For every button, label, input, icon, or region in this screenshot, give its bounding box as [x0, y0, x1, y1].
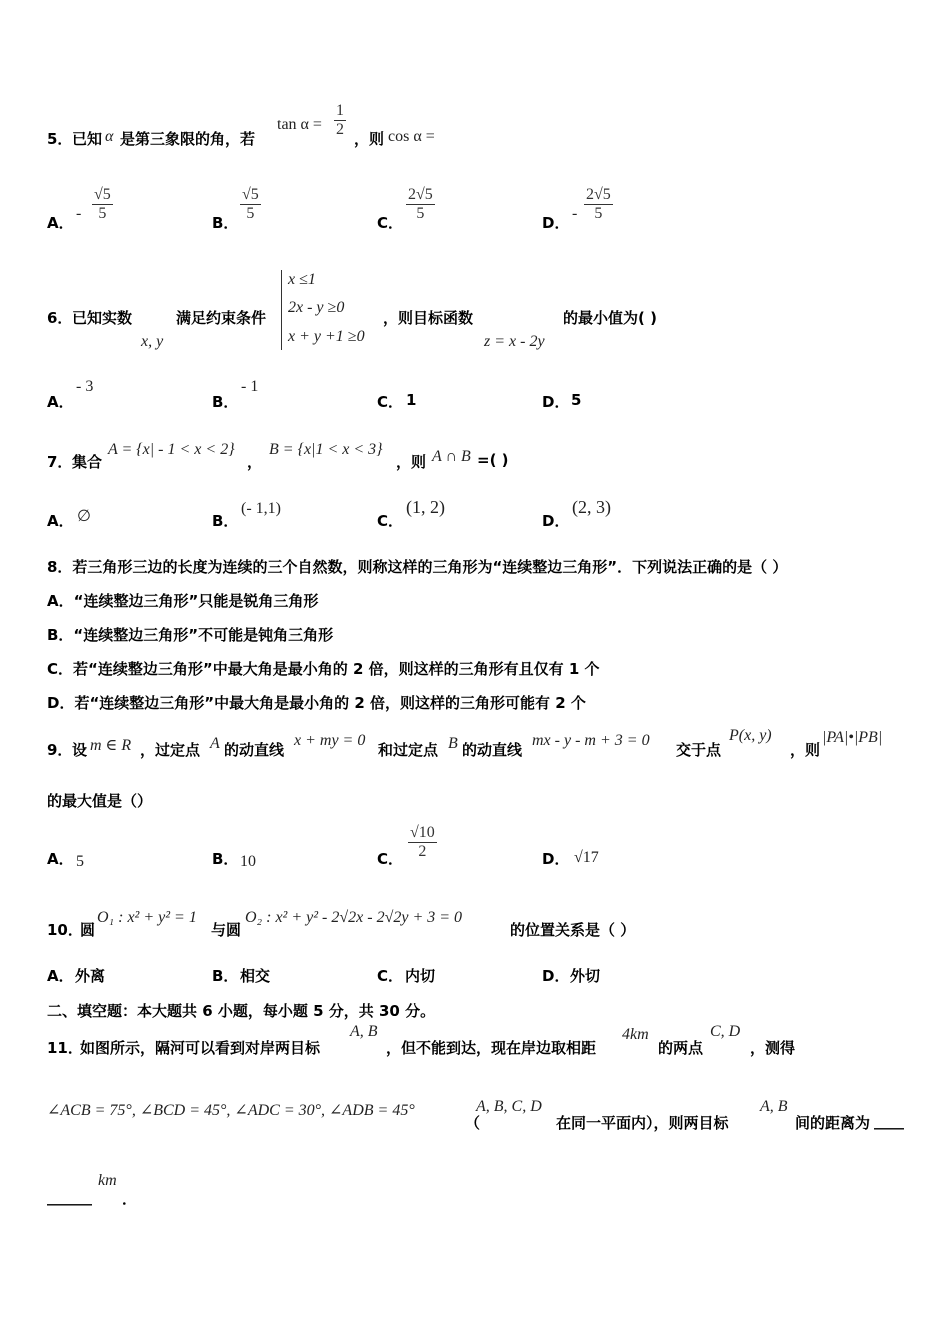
q9-point-a: A	[210, 735, 220, 752]
frac-den: 5	[246, 204, 255, 222]
q11-text-2: ，但不能到达，现在岸边取相距	[386, 1039, 597, 1057]
q6-text-3: ，则目标函数	[383, 309, 474, 327]
q11-targets-2: A, B	[760, 1098, 788, 1115]
q8-stem: 8．若三角形三边的长度为连续的三个自然数，则称这样的三角形为“连续整边三角形”．下列说法正确的是（ ）	[47, 558, 788, 576]
q6-text-4: 的最小值为( )	[563, 309, 657, 327]
q10-option-a-value: 外离	[75, 967, 106, 985]
q5-text-2: 是第三象限的角，若	[120, 130, 256, 148]
q10-text-3: 的位置关系是（ ）	[510, 921, 636, 939]
q7-option-b-label: B．	[212, 512, 239, 530]
option-sign: -	[572, 205, 578, 222]
q9-number: 9．	[47, 741, 73, 759]
q6-brace	[281, 270, 286, 350]
q5-number: 5．	[47, 130, 73, 148]
q11-blank-2: ______	[47, 1188, 92, 1206]
q11-text-4: ，测得	[750, 1039, 796, 1057]
frac-num: √5	[94, 186, 111, 203]
q7-sep: ，	[247, 453, 263, 471]
q6-constraint-2: 2x - y ≥0	[288, 299, 345, 316]
q5-frac-den: 2	[336, 120, 344, 138]
q11-text-3: 的两点	[658, 1039, 704, 1057]
q11-text-6: 在同一平面内），则两目标	[556, 1114, 729, 1132]
q9-text-7: ，则	[790, 741, 821, 759]
q7-text-2: ，则	[396, 453, 427, 471]
q7-option-b-value: (- 1,1)	[241, 500, 281, 517]
option-fraction	[584, 186, 613, 222]
q7-option-c-value: (1, 2)	[406, 497, 445, 517]
q9-point-p: P(x, y)	[729, 727, 772, 744]
q9-option-b-value: 10	[240, 853, 256, 870]
q10-number: 10．	[47, 921, 83, 939]
q10-text-1: 圆	[80, 921, 96, 939]
q11-end: ．	[122, 1190, 138, 1208]
section-heading: 二、填空题：本大题共 6 小题，每小题 5 分，共 30 分。	[47, 1002, 436, 1020]
q10-option-c-value: 内切	[405, 967, 436, 985]
q5-text-1: 已知	[72, 130, 103, 148]
q7-intersection: A ∩ B	[432, 448, 471, 465]
q9-line-2: mx - y - m + 3 = 0	[532, 732, 650, 749]
q10-option-b-value: 相交	[240, 967, 271, 985]
q10-option-b-label: B．	[212, 967, 239, 985]
q6-vars: x, y	[141, 333, 164, 350]
q10-option-a-label: A．	[47, 967, 74, 985]
frac-den: 5	[98, 204, 107, 222]
q5-fraction	[334, 102, 346, 138]
q6-constraint-3: x + y +1 ≥0	[288, 328, 365, 345]
q5-tan: tan α =	[277, 116, 322, 133]
q7-option-a-label: A．	[47, 512, 74, 530]
q10-option-d-value: 外切	[570, 967, 601, 985]
q9-option-a-value: 5	[76, 853, 84, 870]
q11-number: 11．	[47, 1039, 83, 1057]
q11-text-5: （	[465, 1114, 481, 1132]
q9-option-c-label: C．	[377, 850, 404, 868]
q11-distance: 4km	[622, 1026, 649, 1043]
frac-den: 5	[594, 204, 603, 222]
q10-text-2: 与圆	[211, 921, 242, 939]
q6-text-1: 已知实数	[72, 309, 133, 327]
q7-set-b: B = {x|1 < x < 3}	[269, 441, 383, 458]
q9-text-1: 设	[72, 741, 88, 759]
q6-constraint-1: x ≤1	[288, 271, 316, 288]
q11-points-cd: C, D	[710, 1023, 741, 1040]
q7-option-d-label: D．	[542, 512, 570, 530]
q9-text-4: 和过定点	[378, 741, 439, 759]
q9-m: m ∈ R	[90, 737, 132, 754]
frac-num: √10	[410, 824, 435, 841]
q7-text-1: 集合	[72, 453, 103, 471]
q9-option-d-label: D．	[542, 850, 570, 868]
q5-alpha: α	[105, 128, 114, 145]
q9-line-1: x + my = 0	[294, 732, 366, 749]
q9-option-d-value: √17	[574, 849, 599, 866]
q9-text-3: 的动直线	[224, 741, 285, 759]
q8-option-d: D．若“连续整边三角形”中最大角是最小角的 2 倍，则这样的三角形可能有 2 个	[47, 694, 586, 712]
q6-objective: z = x - 2y	[484, 333, 545, 350]
q10-circle-2: O₂ : x² + y² - 2√2x - 2√2y + 3 = 0	[245, 909, 463, 926]
q5-text-3: ，则	[354, 130, 385, 148]
q11-targets: A, B	[350, 1023, 378, 1040]
q8-option-a: A．“连续整边三角形”只能是锐角三角形	[47, 592, 319, 610]
option-fraction	[406, 186, 435, 222]
option-fraction	[240, 186, 261, 222]
option-label: A．	[47, 214, 74, 232]
q6-option-c-label: C．	[377, 393, 404, 411]
frac-den: 2	[418, 842, 427, 860]
frac-num: √5	[242, 186, 259, 203]
q6-option-d-value: 5	[571, 391, 582, 409]
q6-option-d-label: D．	[542, 393, 570, 411]
q9-point-b: B	[448, 735, 458, 752]
q5-cos: cos α =	[388, 128, 435, 145]
option-fraction	[92, 186, 113, 222]
q11-angles: ∠ACB = 75°, ∠BCD = 45°, ∠ADC = 30°, ∠ADB = 45°	[47, 1102, 415, 1119]
option-sign: -	[76, 205, 82, 222]
frac-num: 2√5	[408, 186, 433, 203]
q9-option-b-label: B．	[212, 850, 239, 868]
q6-option-a-value: - 3	[76, 378, 94, 395]
q10-option-d-label: D．	[542, 967, 570, 985]
option-label: D．	[542, 214, 570, 232]
q9-text-2: ，过定点	[140, 741, 201, 759]
frac-den: 5	[416, 204, 425, 222]
q5-frac-num: 1	[336, 102, 344, 119]
q7-set-a: A = {x| - 1 < x < 2}	[108, 441, 235, 458]
frac-num: 2√5	[586, 186, 611, 203]
q9-option-c-fraction	[408, 824, 437, 860]
q8-option-c: C．若“连续整边三角形”中最大角是最小角的 2 倍，则这样的三角形有且仅有 1 个	[47, 660, 600, 678]
q11-blank-1: ____	[874, 1112, 904, 1130]
q6-number: 6．	[47, 309, 73, 327]
q7-number: 7．	[47, 453, 73, 471]
q9-text-6: 交于点	[676, 741, 722, 759]
q6-option-b-value: - 1	[241, 378, 259, 395]
q9-expression: |PA|•|PB|	[822, 729, 883, 746]
q11-points-all: A, B, C, D	[476, 1098, 542, 1115]
q6-option-c-value: 1	[406, 391, 417, 409]
q7-option-c-label: C．	[377, 512, 404, 530]
q7-text-3: =( )	[477, 451, 509, 469]
q6-text-2: 满足约束条件	[176, 309, 267, 327]
q10-circle-1: O₁ : x² + y² = 1	[97, 909, 197, 926]
q9-option-a-label: A．	[47, 850, 74, 868]
q7-option-a-value: ∅	[77, 508, 91, 525]
q11-text-7: 间的距离为	[795, 1114, 871, 1132]
q11-unit: km	[98, 1172, 117, 1189]
q9-text-8: 的最大值是（）	[47, 792, 153, 810]
option-label: C．	[377, 214, 404, 232]
q6-option-a-label: A．	[47, 393, 74, 411]
q6-option-b-label: B．	[212, 393, 239, 411]
q7-option-d-value: (2, 3)	[572, 497, 611, 517]
q9-text-5: 的动直线	[462, 741, 523, 759]
q11-text-1: 如图所示，隔河可以看到对岸两目标	[80, 1039, 321, 1057]
q10-option-c-label: C．	[377, 967, 404, 985]
option-label: B．	[212, 214, 239, 232]
q8-option-b: B．“连续整边三角形”不可能是钝角三角形	[47, 626, 334, 644]
